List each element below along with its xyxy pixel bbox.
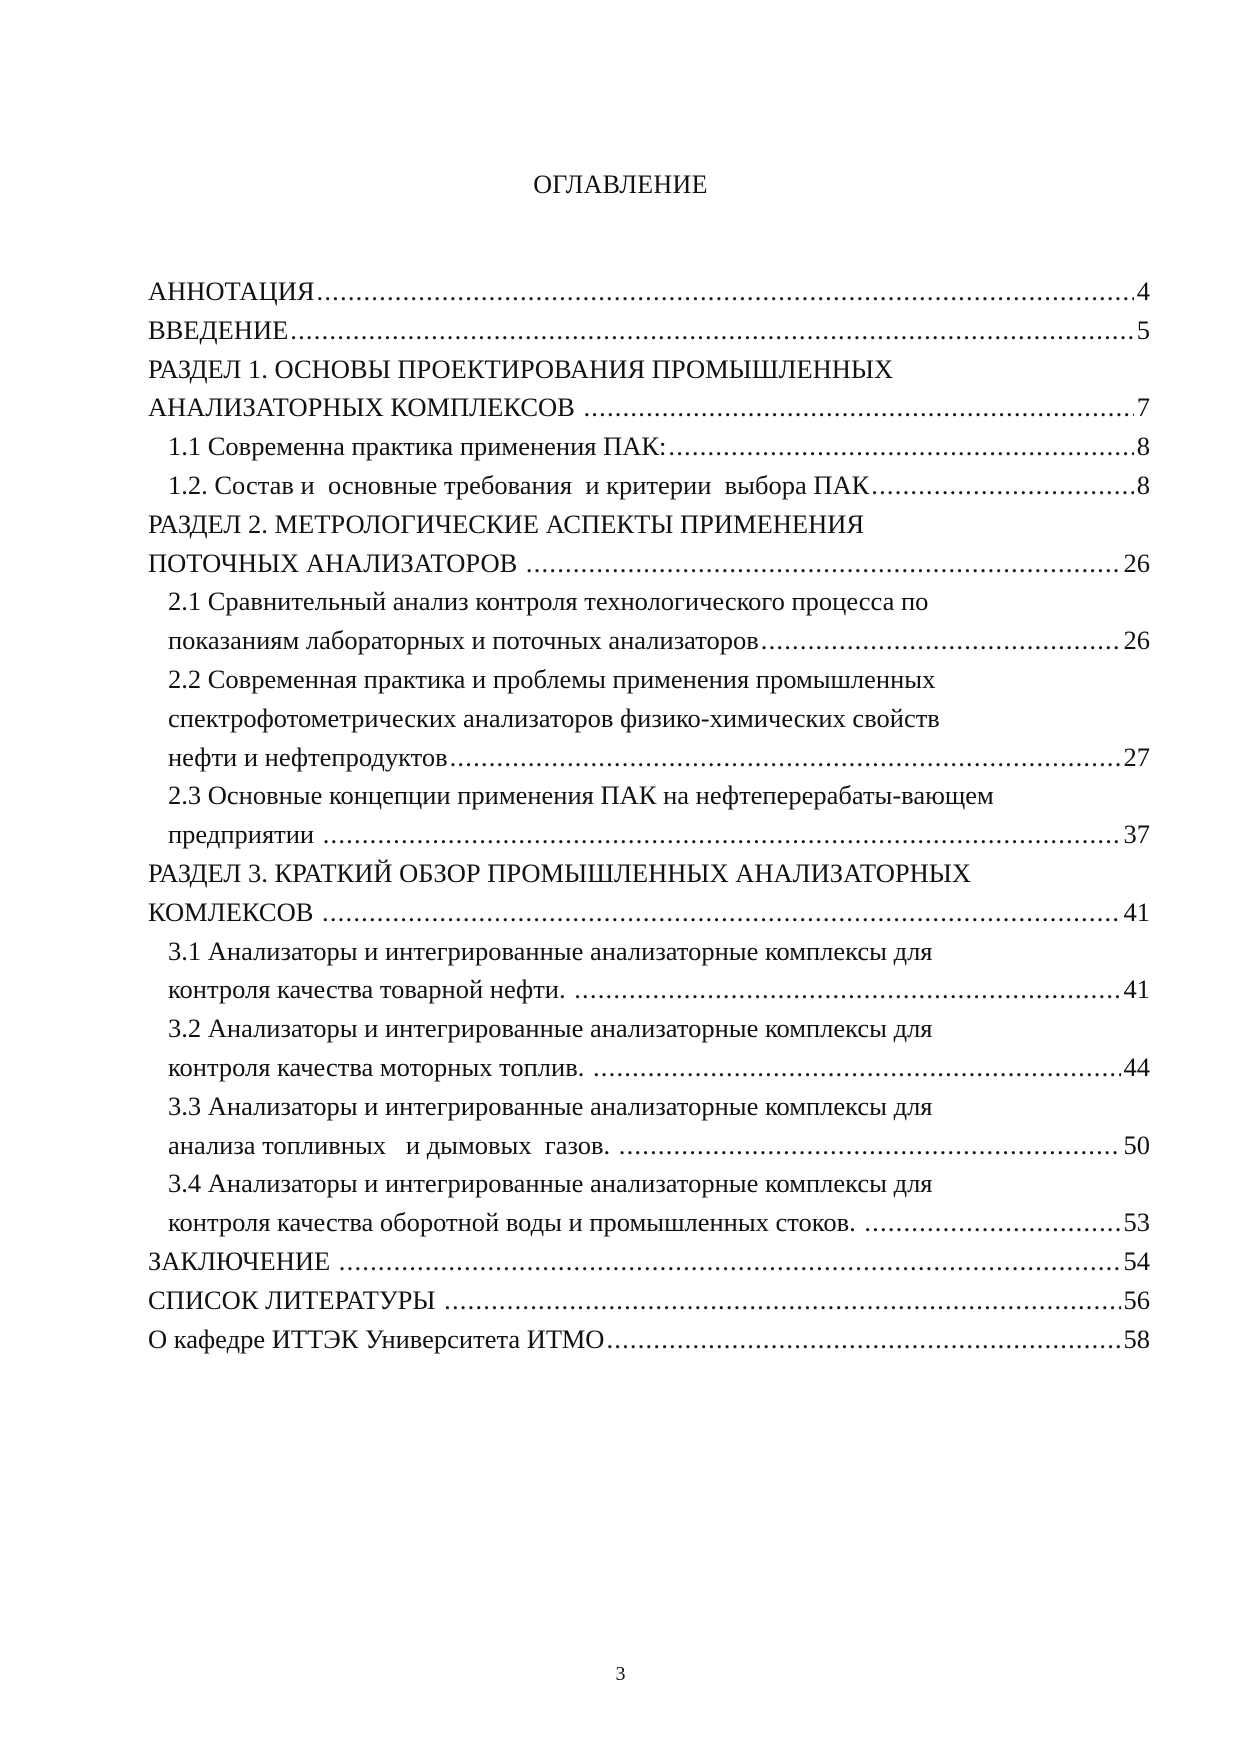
toc-entry-text: ПОТОЧНЫХ АНАЛИЗАТОРОВ — [148, 547, 524, 578]
toc-entry[interactable] — [148, 1009, 1150, 1087]
toc-entry-text: контроля качества товарной нефти. — [168, 974, 573, 1005]
toc-entry[interactable] — [148, 1281, 1150, 1320]
toc-page-number: 27 — [1123, 741, 1150, 772]
toc-entry-text: показаниям лабораторных и поточных анализаторов — [168, 625, 759, 656]
toc-entry-text-line: 3.1 Анализаторы и интегрированные анализаторные комплексы для — [168, 935, 933, 966]
dot-leader — [871, 466, 1133, 505]
toc-page-number: 58 — [1123, 1323, 1150, 1354]
toc-entry-text: АНАЛИЗАТОРНЫХ КОМПЛЕКСОВ — [148, 392, 582, 423]
toc-entry-text: нефти и нефтепродуктов — [168, 741, 448, 772]
toc-entry-row — [148, 388, 1150, 427]
dot-leader — [864, 1203, 1120, 1242]
toc-entry-text: ЗАКЛЮЧЕНИЕ — [148, 1245, 337, 1276]
toc-entry-text: контроля качества оборотной воды и промышленных стоков. — [168, 1207, 863, 1238]
dot-leader — [526, 544, 1121, 583]
toc-page-number: 5 — [1136, 314, 1150, 345]
toc-entry-text: АННОТАЦИЯ — [148, 276, 315, 306]
dot-leader — [339, 1242, 1121, 1281]
toc-entry-text: 1.2. Состав и основные требования и критерии выбора ПАК — [168, 469, 870, 500]
toc-entry-row — [148, 544, 1150, 583]
toc-page-number: 53 — [1123, 1207, 1150, 1238]
toc-entry[interactable] — [148, 776, 1150, 854]
toc-entry-text-line: 2.3 Основные концепции применения ПАК на нефтеперерабаты-вающем — [168, 780, 994, 811]
toc-page-number: 4 — [1136, 276, 1150, 306]
toc-entry-row — [148, 311, 1150, 350]
toc-entry-text: КОМЛЕКСОВ — [148, 896, 321, 927]
toc-entry-text: анализа топливных и дымовых газов. — [168, 1129, 617, 1160]
toc-entry[interactable] — [148, 311, 1150, 350]
toc-entry[interactable] — [148, 582, 1150, 660]
toc-entry-text-line: РАЗДЕЛ 1. ОСНОВЫ ПРОЕКТИРОВАНИЯ ПРОМЫШЛЕННЫХ — [148, 353, 894, 384]
page-title: ОГЛАВЛЕНИЕ — [533, 170, 708, 199]
dot-leader — [323, 815, 1121, 854]
toc-entry-text: СПИСОК ЛИТЕРАТУРЫ — [148, 1284, 443, 1315]
toc-entry-text-line: спектрофотометрических анализаторов физико-химических свойств — [168, 702, 940, 733]
toc-page-number: 44 — [1123, 1051, 1150, 1082]
toc-entry-row — [148, 1242, 1150, 1281]
dot-leader — [444, 1281, 1120, 1320]
toc-page-number: 26 — [1123, 625, 1150, 656]
dot-leader — [574, 970, 1120, 1009]
dot-leader — [317, 272, 1134, 311]
dot-leader — [593, 1048, 1121, 1087]
toc-entry[interactable] — [148, 660, 1150, 776]
dot-leader — [606, 1320, 1120, 1359]
toc-entry-text-line: РАЗДЕЛ 2. МЕТРОЛОГИЧЕСКИЕ АСПЕКТЫ ПРИМЕНЕНИЯ — [148, 508, 865, 539]
toc-entry-row — [168, 815, 1150, 854]
toc-entry-row — [168, 1126, 1150, 1165]
toc-page-number: 56 — [1123, 1284, 1150, 1315]
toc-entry-text-line: РАЗДЕЛ 3. КРАТКИЙ ОБЗОР ПРОМЫШЛЕННЫХ АНАЛИЗАТОРНЫХ — [148, 857, 971, 888]
toc-entry[interactable] — [148, 1320, 1150, 1359]
toc-entry[interactable] — [148, 1242, 1150, 1281]
toc-page-number: 8 — [1136, 431, 1150, 462]
toc-entry[interactable] — [148, 1087, 1150, 1165]
toc-entry[interactable] — [148, 1164, 1150, 1242]
toc-page-number: 54 — [1123, 1245, 1150, 1276]
toc-entry-row — [168, 466, 1150, 505]
toc-entry-text: 1.1 Современна практика применения ПАК: — [168, 431, 667, 462]
toc-entry-text: О кафедре ИТТЭК Университета ИТМО — [148, 1323, 605, 1354]
toc-entry-row — [168, 970, 1150, 1009]
toc-page-number: 8 — [1136, 469, 1150, 500]
toc-entry[interactable] — [148, 932, 1150, 1010]
dot-leader — [761, 621, 1121, 660]
toc-entry-text-line: 2.2 Современная практика и проблемы применения промышленных — [168, 663, 936, 694]
dot-leader — [290, 311, 1133, 350]
toc-entry[interactable] — [148, 272, 1150, 311]
toc-page-number: 41 — [1123, 974, 1150, 1005]
toc-entry[interactable] — [148, 350, 1150, 428]
toc-entry-row — [148, 1320, 1150, 1359]
toc-entry-row — [168, 621, 1150, 660]
toc-entry-text-line: 2.1 Сравнительный анализ контроля технологического процесса по — [168, 586, 929, 617]
toc-entry-row — [168, 738, 1150, 777]
toc-page-number: 26 — [1123, 547, 1150, 578]
toc-page-number: 50 — [1123, 1129, 1150, 1160]
page-number: 3 — [615, 1663, 626, 1685]
toc-entry-row — [168, 1203, 1150, 1242]
toc-entry-row — [168, 1048, 1150, 1087]
toc-entry-text: предприятии — [168, 819, 321, 850]
toc-entry-row — [148, 272, 1150, 311]
toc-entry[interactable] — [148, 854, 1150, 932]
toc-entry-row — [168, 427, 1150, 466]
toc-entry-row — [148, 893, 1150, 932]
toc-page-number: 7 — [1136, 392, 1150, 423]
dot-leader — [583, 388, 1133, 427]
toc-entry-text-line: 3.4 Анализаторы и интегрированные анализаторные комплексы для — [168, 1168, 933, 1199]
dot-leader — [322, 893, 1120, 932]
toc-entry-text-line: 3.2 Анализаторы и интегрированные анализаторные комплексы для — [168, 1013, 933, 1044]
dot-leader — [668, 427, 1133, 466]
toc-entry[interactable] — [148, 505, 1150, 583]
toc-entry[interactable] — [148, 466, 1150, 505]
table-of-contents — [148, 272, 1150, 1358]
toc-entry-text: ВВЕДЕНИЕ — [148, 314, 289, 345]
toc-page-number: 41 — [1123, 896, 1150, 927]
toc-entry-text-line: 3.3 Анализаторы и интегрированные анализаторные комплексы для — [168, 1090, 933, 1121]
toc-page-number: 37 — [1123, 819, 1150, 850]
toc-entry-row — [148, 1281, 1150, 1320]
dot-leader — [450, 738, 1121, 777]
toc-entry-text: контроля качества моторных топлив. — [168, 1051, 591, 1082]
toc-entry[interactable] — [148, 427, 1150, 466]
dot-leader — [619, 1126, 1121, 1165]
